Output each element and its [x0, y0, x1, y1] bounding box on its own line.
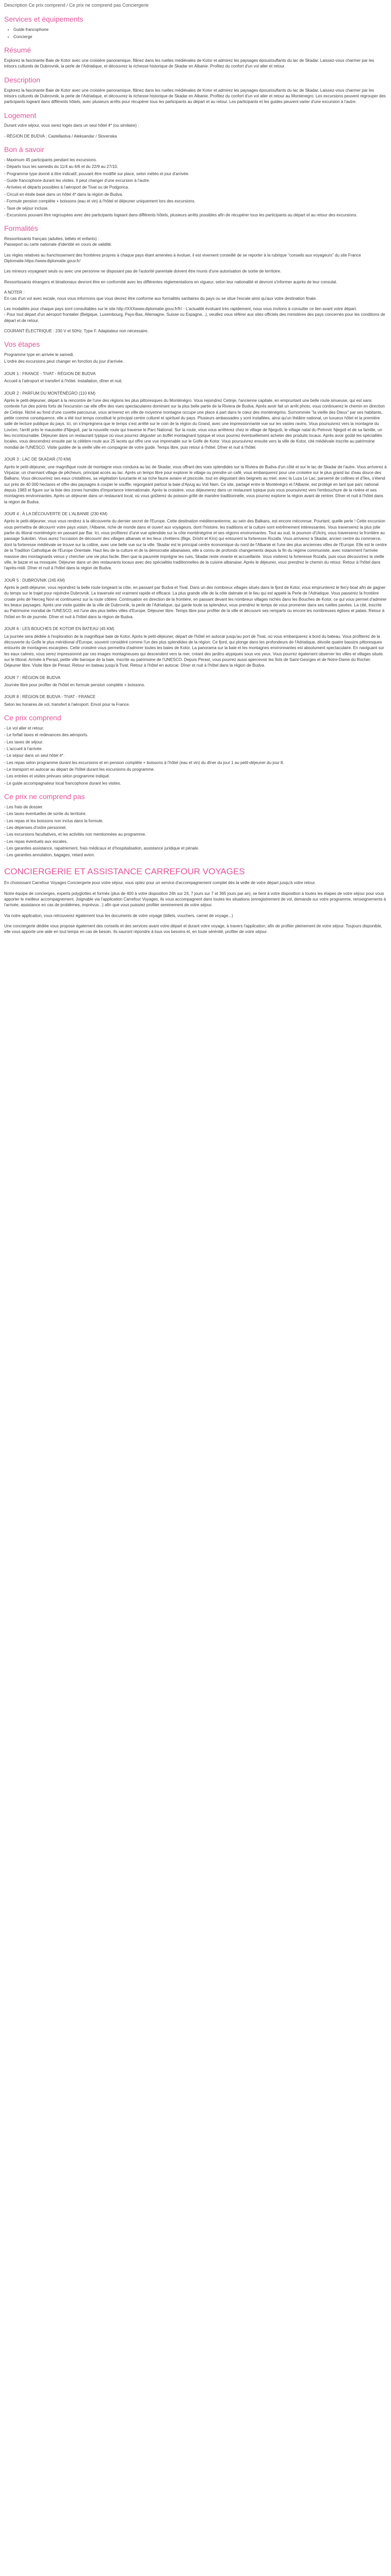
services-item: • Concierge [13, 34, 387, 40]
resume-heading: Résumé [4, 46, 31, 55]
non-inclus-item: - Les repas et les boissons non inclus dans la formule. [4, 818, 104, 823]
non-inclus-item: - Les repas éventuels aux escales. [4, 839, 68, 844]
day-text: Après le petit-déjeuner, une magnifique route de montagne vous conduira au lac de Skadar, vous offrant des vues splendides sur la Riviera de Budva d'un côté et sur le lac de Skadar de l'autre. Vous arriverez à Virpazar, un charmant village de pêcheurs, principal accès au lac. Après un temps libre pour explorer le village ou prendre un café, vous embarquerez pour une croisière sur le plus grand lac d'eau douce des Balkans. Vous découvrirez ses eaux cristallines, sa végétation luxuriante et sa riche faune aviaire et piscicole, tout en dégustant des beignets au miel, avec la Luza Le Lac, parsemé de collines et d'îles, s'étend sur près de 40 000 hectares et offre des paysages à couper le souffle, regorgeant partout la baie d'Ajvug au Voli Nam. Ce site, partagé entre le Monténégro et l'Albanie, est protégé en tant que parc national depuis 1983 et figure sur la liste des zones humides d'importance internationale. Après la croisière, vous déjeunerez dans un restaurant typique puis vous poursuivrez vers l'embouchure de la rivière et ses montagnes environnantes. Après un déjeuner dans un restaurant local, où vous goûterez du poisson grillé de manière traditionnelle, vous pourrez explorer la région avant de rentrer. Dîner et nuit à l'hôtel dans la région de Budva. [4, 464, 387, 504]
bon-savoir-line: - Circuit en étoile basé dans un hôtel 4* dans la région de Budva. [4, 192, 123, 197]
logement-line: - RÉGION DE BUDVA : Castellastva / Aleksandar / Slovenska [4, 133, 117, 139]
formalites-paragraph: Ressortissants étrangers et binationaux devront être en conformité avec les différentes réglementations en vigueur, selon leur nationalité et devront s'informer auprès de leur consulat. [4, 279, 337, 284]
day-title: JOUR 3 : LAC DE SKADAR (70 KM) [4, 457, 71, 462]
services-heading: Services et équipements [4, 14, 84, 23]
description-heading: Description [4, 75, 41, 84]
inclus-item: - Le séjour dans un seul hôtel 4*. [4, 753, 64, 758]
non-inclus-item: - Les garanties annulation, bagages, retard avion. [4, 853, 95, 858]
conciergerie-paragraph: Via notre application, vous retrouverez également tous les documents de votre voyage (billets, vouchers, carnet de voyage...) [4, 913, 233, 918]
resume-text: Explorez la fascinante Baie de Kotor avec une croisière panoramique, flânez dans les ruelles médiévales de Kotor et admirez les paysages époustouflants du lac de Skadar. Laissez-vous charmer par les trésors culturels de Dubrovnik, la perle de l'Adriatique, et découvrez la richesse historique de Skadar en Albanie. Profitez du confort d'un vol aller et retour. [4, 58, 374, 69]
bon-savoir-line: - Taxe de séjour incluse. [4, 206, 49, 211]
services-item: • Guide francophone [13, 27, 387, 32]
services-list [4, 27, 387, 40]
bon-savoir-line: - Maximum 45 participants pendant les excursions. [4, 157, 97, 162]
day-text: Après le petit-déjeuner, départ à la rencontre de l'une des régions les plus pittoresques du Monténégro. Vous rejoindrez Cetinje, l'ancienne capitale, en empruntant une belle route sinueuse, qui est sans contexte l'un des points forts de l'excursion car elle offre des vues spectaculaires dominant sur la plus belle partie de la Riviera de Budva. Après avoir fait un arrêt photo, vous continuerez le chemin en direction de Cetinje. Niché au fond d'une cuvette parcourue, vous arriverez en ville de moyenne montagne occupe une place à part dans le cœur des monténégrins. Surnommée "la vieille des Dieux" par ses habitants, petite comme conséquence, elle a été tout temps constitué le principal centre culturel et spirituel du pays. Plusieurs ambassades y sont installées, ainsi qu'un théâtre national, un luxueux hôtel et la première salle de lecture publique du pays. Ici, on s'imprègnera que le temps s'est arrêté sur le coin de la région du Grand, avec une impressionnante vue sur les vastes ravins. Vous poursuivrez vers la montagne du Lovćen, l'arrêt près le mausolée d'Njegoš, par la nouvelle route qui traverse le Parc National. Sur la route, vous vous arrêterez chez le village de Njeguši, le village natal du Petrovic Njegoš et de sa famille, un lieu incontournable. Déjeuner dans un restaurant typique où vous pourrez déguster un buffet montagnard typique et vous pourrez éventuellement acheter des produits locaux. Après avoir goûté les spécialités locales, vous descendrez ensuite par la célèbre route aux 25 lacets qui offre une vue imprenable sur le Golfe de Kotor. Vous poursuivrez ensuite vers la ville de Kotor, cité médiévale inscrite au patrimoine mondial de l'UNESCO. Visite guidée de la vieille ville en compagnie de votre guide. Temps libre, puis retour à l'hôtel. Dîner et nuit à l'hôtel. [4, 398, 385, 450]
non-inclus-item: - Les dépenses d'ordre personnel. [4, 825, 67, 830]
formalites-heading: Formalités [4, 224, 38, 233]
conciergerie-paragraph: Une conciergerie dédiée vous propose également des conseils et des services avant votre départ et durant votre voyage, à travers l'application, afin de profiter pleinement de votre séjour. Toujours disponible, elle vous apporte une aide en tout temps en cas de besoin. Ils sauront répondre à tous vos besoins et, en toute sérénité, profiter de votre séjour. [4, 923, 382, 935]
inclus-item: - Le guide accompagnateur local francophone durant les visites. [4, 781, 121, 786]
inclus-heading: Ce prix comprend [4, 714, 61, 722]
day-text: Selon les horaires de vol, transfert à l'aéroport. Envol pour la France. [4, 702, 130, 707]
conciergerie-heading: CONCIERGERIE ET ASSISTANCE CARREFOUR VOYAGES [4, 866, 245, 876]
day-text: La journée sera dédiée à l'exploration de la magnifique baie de Kotor. Après le petit-déjeuner, départ de l'hôtel en autocar jusqu'au port de Tivat, où vous embarquerez à bord du bateau. Vous profiterez de la découverte du Golfe le plus méridional d'Europe, souvent considéré comme l'un des plus splendides de la région. Ce fjord, qui plonge dans les profondeurs de l'Adriatique, dévoile quatre bassins pittoresques entourés de montagnes escarpées. Cette croisière vous permettra d'admirer toutes les baies de Kotor. La panorama sur la baie et les montagnes environnantes est absolument spectaculaire. En naviguant sur les eaux calmes, vous serez impressionné par ces images montagneuses qui descendent vers la mer, créant des jardins atypiques sous vos yeux. Vous pourrez également observer les villes et villages situés sur le littoral. Arrivée à Perast, petite ville baroque de la baie, inscrite au patrimoine de l'UNESCO. Depuis Perast, vous pourrez aussi apercevoir les îlots de Saint-Georges et de Notre-Dame du Rocher. Déjeuner libre. Visite libre de Perast. Retour en bateau jusqu'à Tivat. Retour à l'hôtel en autocar. Dîner et nuit à l'hôtel dans la région de Budva. [4, 634, 384, 668]
bon-savoir-line: - Départs tous les samedis du 11/4 au 6/6 et du 22/9 au 27/10. [4, 164, 118, 170]
day-text: Journée libre pour profiter de l'hôtel en formule pension complète + boissons. [4, 683, 145, 688]
bon-savoir-line: - Programme type donné à titre indicatif, pouvant être modifié sur place, selon météo et jour d'arrivée. [4, 171, 190, 176]
day-title: JOUR 1 : FRANCE - TIVAT - RÉGION DE BUDVA [4, 371, 96, 376]
day-title: JOUR 8 : RÉGION DE BUDVA - TIVAT - FRANCE [4, 694, 96, 700]
inclus-item: - Les taxes de séjour. [4, 739, 44, 744]
inclus-item: - Les entrées et visites prévues selon programme indiqué. [4, 774, 110, 779]
non-inclus-item: - Les excursions facultatives, et les activités non mentionnées au programme. [4, 832, 146, 837]
formalites-paragraph: Les modalités pour chaque pays sont consultables sur le site http://XXXwww.diplomatie.gouv.fr/fr/ - L'actualité évoluant très rapidement, nous vous invitons à consulter ce lien avant votre départ. - Pour tout départ d'un aéroport frontalier (Belgique, Luxembourg, Pays-Bas, Allemagne, Suisse ou Espagne...), veuillez vous référer aux sites officiels des ministères des pays concernés pour les conditions de départ et de retour. [4, 306, 385, 323]
voyage-heading: Vos étapes [4, 340, 40, 349]
conciergerie-paragraph: Notre équipe de concierges, experts polyglottes et formés (plus de 400 à votre disposition 24h sur 24, 7 jours sur 7 et 365 jours par an), se tient à votre disposition à toutes les étapes de votre séjour pour vous apporter le meilleur accompagnement. Joignable via l'application Carrefour Voyages, ils vous accompagnent dans toutes les situations (enregistrement de vol, demande sur votre programme, renseignements à l'arrivée, assistance en cas de problèmes, imprévus...) afin que vous puissiez profiter sereinement de votre séjour. [4, 891, 386, 908]
bon-savoir-line: - Guide francophone durant les visites. Il peut changer d'une excursion à l'autre. [4, 178, 150, 183]
voyage-intro-line: Programme type en arrivée le samedi. [4, 352, 74, 358]
day-text: Après le petit-déjeuner, vous vous rendrez à la découverte du dernier secret de l'Europe. Cette destination méditerranéenne, au sein des Balkans, est encore méconnue. Pourtant, quelle perle ! Cette excursion vous permettra de découvrir votre pays voisin, l'Albanie, riche de monde dans et ouvert aux voyageurs, dont l'histoire, les traditions et la culture sont extrêmement intéressantes. Vous traverserez la plus jolie partie du littoral monténégrin en passant par Bar. Ici, vous profiterez d'une vue splendide sur la côte monténégrine et ses régions environnantes. Tout au sud, le poumon d'Ulcinj, vous traverserez la frontière au passage Sukobin. Vous aurez l'occasion de découvrir des villages albanais et les lieux chrétiens (Bige, Drisht et Kirs) qui entourent la forteresse Rozafa. Vous arriverez à Skadar, ancien centre du commerce, dont la forteresse médiévale se trouve sur la colline, avec une belle vue sur la ville. Skadar est le principal centre économique du nord de l'Albanie et l'une des plus anciennes villes de l'Europe. Elle est le centre de la Tradition Catholique de l'Europe Orientale. Haut lieu de la culture et de la démocratie albanaises, elle a connu de profonds changements depuis la fin du régime communiste, avec notamment l'arrivée massive des montagnards venus y chercher une vie plus facile. Bien que la pauvreté imprègne les rues, Skadar reste vivante et accueillante. Vous visiterez la forteresse Rozafa, puis vous découvrirez la vieille ville, le bazar et sa mosquée. Déjeuner dans un des restaurants locaux avec des spécialités traditionnelles de la cuisine albanaise. Après le déjeuner, vous prendrez le chemin du retour. Retour à l'hôtel dans l'après-midi. Dîner et nuit à l'hôtel dans la région de Budva. [4, 519, 387, 571]
inclus-item: - L'accueil à l'arrivée. [4, 746, 43, 751]
formalites-paragraph: A NOTER : En cas d'un vol avec escale, nous vous informons que vous devrez être conforme aux formalités sanitaires du pays ou se situe l'escale ainsi qu'aux votre destination finale. [4, 290, 317, 301]
non-inclus-list [4, 804, 387, 858]
non-inclus-heading: Ce prix ne comprend pas [4, 792, 85, 801]
inclus-item: - Le transport en autocar au départ de l'hôtel durant les excursions du programme. [4, 767, 155, 772]
day-text: Accueil à l'aéroport et transfert à l'hôtel. Installation, dîner et nuit. [4, 379, 123, 384]
inclus-list [4, 725, 387, 786]
page [0, 0, 391, 945]
logement-line: Durant votre séjour, vous serez logés dans un seul hôtel 4* (ou similaire) : [4, 123, 139, 128]
bon-savoir-line: - Arrivées et départs possibles à l'aéroport de Tivat ou de Podgorica. [4, 185, 129, 190]
bon-savoir-line: - Formule pension complète + boissons (eau et vin) à l'hôtel et déjeuner uniquement lors des excursions. [4, 199, 196, 204]
voyage-intro [4, 352, 387, 365]
inclus-item: - Le forfait taxes et redevances des aéroports. [4, 733, 89, 738]
day-title: JOUR 4 : À LA DÉCOUVERTE DE L'ALBANIE (230 KM) [4, 512, 108, 517]
bon-savoir-line: - Excursions pouvant être regroupées avec des participants logeant dans différents hôtels, plusieurs arrêts possibles afin de récupérer tous les participants au départ et au retour des excursions. [4, 212, 357, 217]
day-title: JOUR 2 : PARFUM DU MONTÉNÉGRO (110 KM) [4, 391, 96, 396]
non-inclus-item: - Les garanties assistance, rapatriement, frais médicaux et d'hospitalisation, assistance juridique et pénale. [4, 846, 200, 851]
intro-line: Description Ce prix comprend / Ce prix ne comprend pas Conciergerie [4, 3, 149, 8]
formalites-paragraph: Les règles relatives au franchissement des frontières propres à chaque pays étant amenées à évoluer, il est vivement conseillé de se reporter à la rubrique "conseils aux voyageurs" du site France Diplomatie.https://www.diplomatie.gouv.fr/ [4, 252, 361, 264]
day-title: JOUR 7 : RÉGION DE BUDVA [4, 675, 61, 680]
day-title: JOUR 6 : LES BOUCHES DE KOTOR EN BATEAU (45 KM) [4, 626, 115, 632]
formalites-paragraph: Ressortissants français (adultes, bébés et enfants) : Passeport ou carte nationale d'identité en cours de validité. [4, 236, 112, 247]
conciergerie-paragraph: En choisissant Carrefour Voyages Conciergerie pour votre séjour, vous optez pour un service d'accompagnement complet dès la veille de votre départ jusqu'à votre retour. [4, 880, 316, 886]
formalites-paragraph: Les mineurs voyageant seuls ou avec une personne ne disposant pas de l'autorité parentale doivent être munis d'une autorisation de sortie de territoire. [4, 269, 282, 274]
formalites-paragraph: COURANT ÉLECTRIQUE : 230 V et 50Hz. Type F. Adaptateur non nécessaire. [4, 328, 149, 333]
inclus-item: - Le vol aller et retour. [4, 725, 44, 731]
non-inclus-item: - Les taxes éventuelles de sortie du territoire. [4, 811, 87, 817]
day-title: JOUR 5 : DUBROVNIK (245 KM) [4, 578, 65, 583]
inclus-item: - Les repas selon programme durant les excursions et en pension complète + boissons à l'hôtel (eau et vin) du dîner du jour 1 au petit-déjeuner du jour 8. [4, 760, 284, 765]
voyage-intro-line: L'ordre des excursions peut changer en fonction du jour d'arrivée. [4, 359, 124, 364]
description-text: Explorez la fascinante Baie de Kotor avec une croisière panoramique, flânez dans les ruelles médiévales de Kotor et admirez les paysages époustouflants du lac de Skadar. Laissez-vous charmer par les trésors culturels de Dubrovnik, la perle de l'Adriatique, et découvrez la richesse historique de Skadar en Albanie. Profitez du confort d'un vol aller et retour au Montenegro. Les excursions peuvent regrouper des participants logeant dans différents hôtels, avec plusieurs arrêts pour récupérer tous les participants au départ et au retour. Les participants et les guides peuvent varier d'une excursion à l'autre. [4, 88, 386, 105]
day-text: Après le petit-déjeuner, vous rejoindrez la belle route longeant la côte, en passant par Budva et Tivat. Dans un des nombreux villages situés dans le fjord de Kotor, vous emprunterez le ferry-boat afin de gagner du temps sur le trajet pour rejoindre Dubrovnik. La traversée est vraiment rapide et efficace. La plus grande ville de la côte dalmate et le lieu qui est appelé la Perle de l'Adriatique. Vous passerez la frontière croate près de Herceg Novi et continuerez sur la route côtière. Continuation en direction de la frontière, en passant devant les nombreux villages nichés dans les Bouches de Kotor, ce qui vous permet d'admirer les beaux paysages. Après une visite guidée de la ville de Dubrovnik, la perle de l'Adriatique, qui garde toute sa splendeur, vous prendrez le temps de vous promener dans ses ruelles pavées. La cité, inscrite au Patrimoine mondial de l'UNESCO, est l'une des plus belles villes d'Europe. Déjeuner libre. Temps libre pour profiter de la ville et découvrir ses remparts ou encore les nombreuses églises et palais. Retour à l'hôtel en fin de journée. Dîner et nuit à l'hôtel dans la région de Budva. [4, 585, 387, 619]
logement-heading: Logement [4, 111, 37, 120]
non-inclus-item: - Les frais de dossier. [4, 804, 44, 809]
bon-savoir-heading: Bon à savoir [4, 145, 44, 154]
bon-savoir-lines [4, 157, 387, 218]
